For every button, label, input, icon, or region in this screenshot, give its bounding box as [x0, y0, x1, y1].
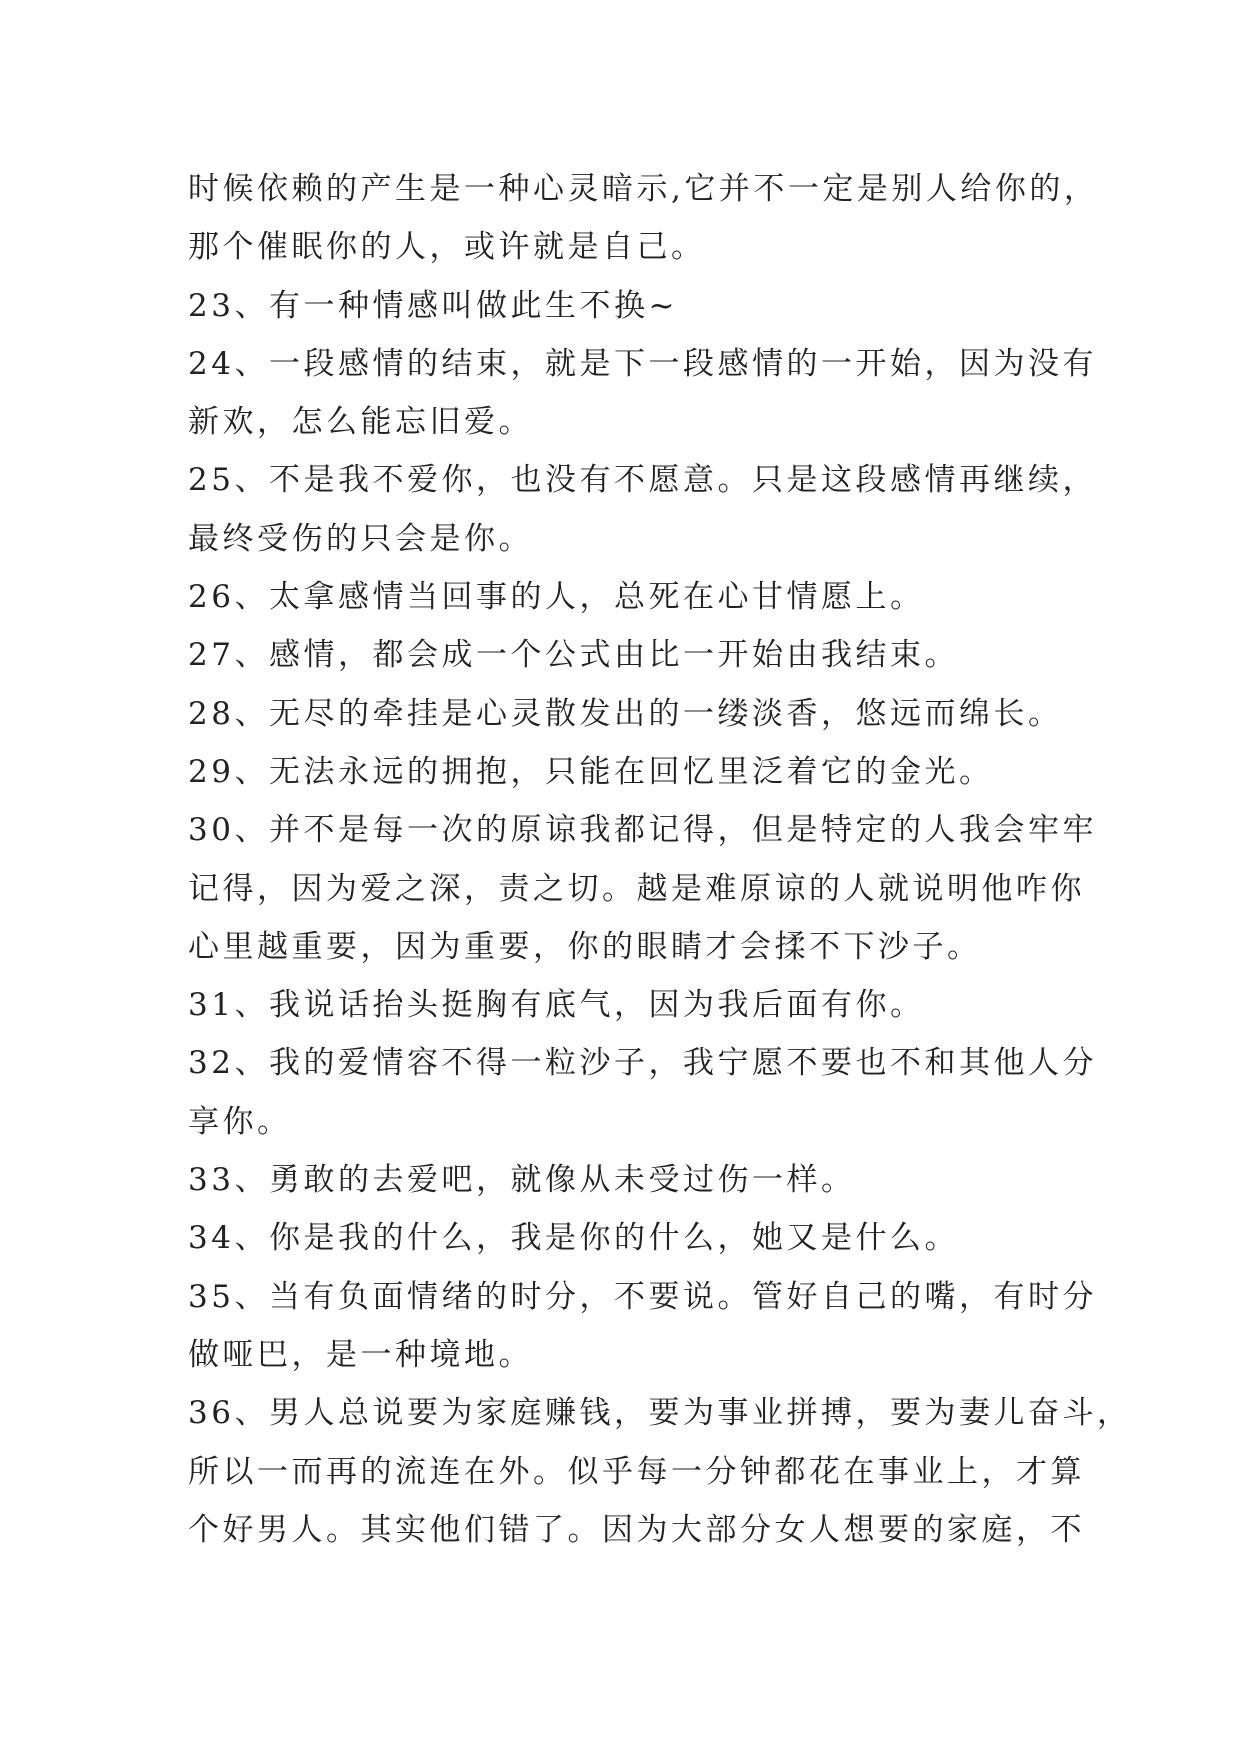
text-line: 32、我的爱情容不得一粒沙子，我宁愿不要也不和其他人分 — [188, 1045, 1097, 1082]
text-line: 29、无法永远的拥抱，只能在回忆里泛着它的金光。 — [188, 753, 994, 790]
text-line: 享你。 — [188, 1103, 292, 1140]
text-line: 35、当有负面情绪的时分，不要说。管好自己的嘴，有时分 — [188, 1278, 1097, 1315]
text-line: 23、有一种情感叫做此生不换~ — [188, 287, 678, 324]
text-line: 28、无尽的牵挂是心灵散发出的一缕淡香，悠远而绵长。 — [188, 695, 1063, 732]
text-line: 最终受伤的只会是你。 — [188, 520, 533, 557]
text-line: 24、一段感情的结束，就是下一段感情的一开始，因为没有 — [188, 345, 1097, 382]
text-line: 36、男人总说要为家庭赚钱，要为事业拼搏，要为妻儿奋斗， — [188, 1395, 1132, 1432]
text-line: 时候依赖的产生是一种心灵暗示,它并不一定是别人给你的， — [188, 171, 1099, 207]
text-line: 做哑巴，是一种境地。 — [188, 1336, 533, 1373]
text-line: 25、不是我不爱你，也没有不愿意。只是这段感情再继续， — [188, 462, 1097, 499]
text-line: 30、并不是每一次的原谅我都记得，但是特定的人我会牢牢 — [188, 812, 1097, 849]
text-line: 31、我说话抬头挺胸有底气，因为我后面有你。 — [188, 987, 925, 1024]
text-line: 心里越重要，因为重要，你的眼睛才会揉不下沙子。 — [188, 928, 982, 965]
text-line: 记得，因为爱之深，责之切。越是难原谅的人就说明他咋你 — [188, 870, 1085, 907]
text-line: 所以一而再的流连在外。似乎每一分钟都花在事业上，才算 — [188, 1453, 1085, 1490]
text-line: 新欢，怎么能忘旧爱。 — [188, 404, 533, 441]
text-line: 33、勇敢的去爱吧，就像从未受过伤一样。 — [188, 1162, 856, 1199]
document-body — [188, 160, 1132, 1559]
text-line: 那个催眠你的人，或许就是自己。 — [188, 229, 706, 266]
text-line: 34、你是我的什么，我是你的什么，她又是什么。 — [188, 1220, 959, 1257]
text-line: 26、太拿感情当回事的人，总死在心甘情愿上。 — [188, 579, 925, 616]
text-line: 个好男人。其实他们错了。因为大部分女人想要的家庭，不 — [188, 1511, 1085, 1548]
text-line: 27、感情，都会成一个公式由比一开始由我结束。 — [188, 637, 959, 674]
